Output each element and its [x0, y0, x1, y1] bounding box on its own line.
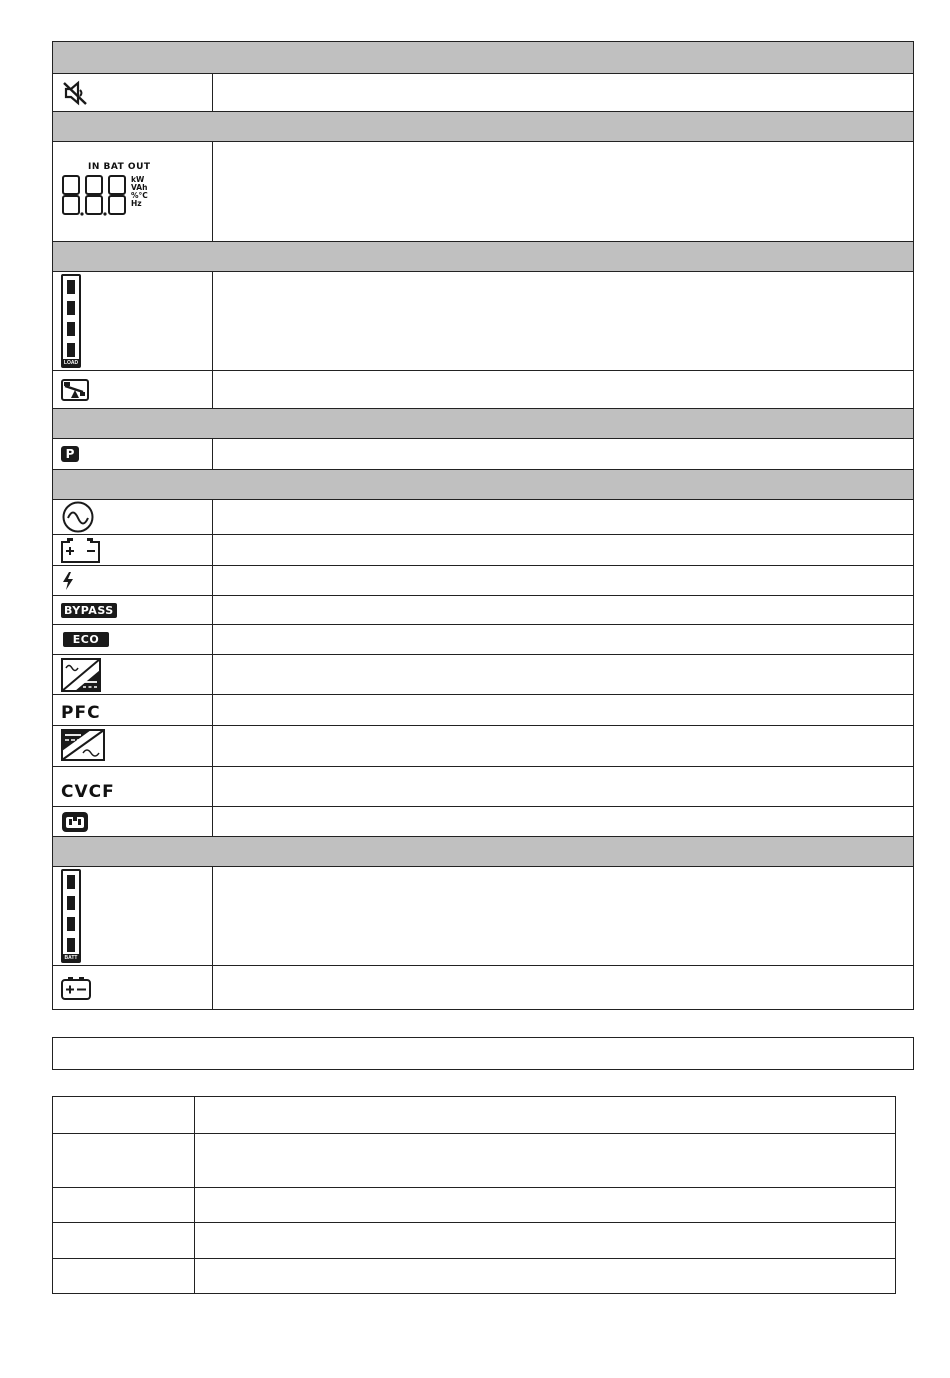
description-cell	[213, 655, 913, 694]
table-row-cvcf	[53, 766, 913, 806]
p-icon: P	[61, 446, 79, 462]
icon-cell	[53, 726, 213, 766]
description-cell	[213, 867, 913, 965]
description-cell	[213, 439, 913, 469]
description-cell	[213, 142, 913, 241]
description-cell	[213, 596, 913, 624]
table-row-pfc	[53, 694, 913, 725]
table-row	[53, 1258, 895, 1293]
table-row-load-level	[53, 271, 913, 370]
table-row-battery-level	[53, 866, 913, 965]
note-box	[52, 1037, 914, 1070]
icon-table	[52, 41, 914, 1010]
secondary-table	[52, 1096, 896, 1294]
ac-sine-icon	[61, 501, 95, 533]
description-cell	[213, 807, 913, 836]
lcd-readout-icon	[61, 162, 161, 222]
section-header-2	[53, 111, 913, 141]
icon-cell	[53, 695, 213, 725]
icon-cell	[53, 596, 213, 624]
section-header-6	[53, 836, 913, 866]
table-row-eco	[53, 624, 913, 654]
mute-icon	[61, 79, 89, 107]
section-header-3	[53, 241, 913, 271]
icon-cell	[53, 625, 213, 654]
icon-cell	[53, 439, 213, 469]
battery-level-icon	[61, 869, 81, 963]
section-header-5	[53, 469, 913, 499]
table-row-overload	[53, 370, 913, 408]
lcd-units: kW VAh %°C Hz	[131, 175, 148, 208]
table-row-ac	[53, 499, 913, 534]
icon-cell	[53, 807, 213, 836]
table-row	[53, 1097, 895, 1133]
icon-cell	[53, 535, 213, 565]
icon-cell	[53, 272, 213, 370]
table-row-outlet	[53, 806, 913, 836]
icon-cell	[53, 767, 213, 806]
icon-cell	[53, 142, 213, 241]
icon-cell	[53, 566, 213, 595]
description-cell	[213, 535, 913, 565]
description-cell	[213, 272, 913, 370]
bypass-badge-icon: BYPASS	[61, 603, 117, 618]
section-header-1	[53, 42, 913, 73]
section-header-4	[53, 408, 913, 438]
description-cell	[213, 966, 913, 1009]
load-level-icon	[61, 274, 81, 368]
pfc-text-icon: PFC	[61, 703, 101, 723]
icon-cell	[53, 500, 213, 534]
rectifier-icon	[61, 658, 101, 692]
batt-label: BATT	[62, 954, 80, 962]
table-row	[53, 1133, 895, 1187]
description-cell	[213, 767, 913, 806]
description-cell	[213, 371, 913, 408]
cvcf-text-icon: CVCF	[61, 782, 115, 802]
battery-mode-icon	[61, 537, 101, 563]
table-row-rectifier	[53, 654, 913, 694]
inverter-icon	[61, 729, 105, 761]
icon-cell	[53, 371, 213, 408]
table-row-lcd	[53, 141, 913, 241]
table-row	[53, 1187, 895, 1222]
battery-icon	[61, 976, 91, 1000]
description-cell	[213, 566, 913, 595]
load-label: LOAD	[63, 360, 79, 366]
lightning-icon	[61, 571, 75, 591]
table-row-mute	[53, 73, 913, 111]
eco-badge-icon: ECO	[63, 632, 109, 647]
table-row-battery-mode	[53, 534, 913, 565]
lcd-segment-labels: IN BAT OUT	[88, 162, 151, 172]
overload-icon	[61, 379, 89, 401]
icon-cell	[53, 655, 213, 694]
icon-cell	[53, 867, 213, 965]
outlet-icon	[61, 811, 89, 833]
description-cell	[213, 695, 913, 725]
lcd-digits	[61, 174, 131, 218]
description-cell	[213, 726, 913, 766]
table-row-battery	[53, 965, 913, 1009]
table-row	[53, 1222, 895, 1258]
description-cell	[213, 500, 913, 534]
table-row-bypass	[53, 595, 913, 624]
icon-cell	[53, 966, 213, 1009]
table-row-p	[53, 438, 913, 469]
description-cell	[213, 74, 913, 111]
icon-cell	[53, 74, 213, 111]
table-row-inverter	[53, 725, 913, 766]
description-cell	[213, 625, 913, 654]
table-row-lightning	[53, 565, 913, 595]
